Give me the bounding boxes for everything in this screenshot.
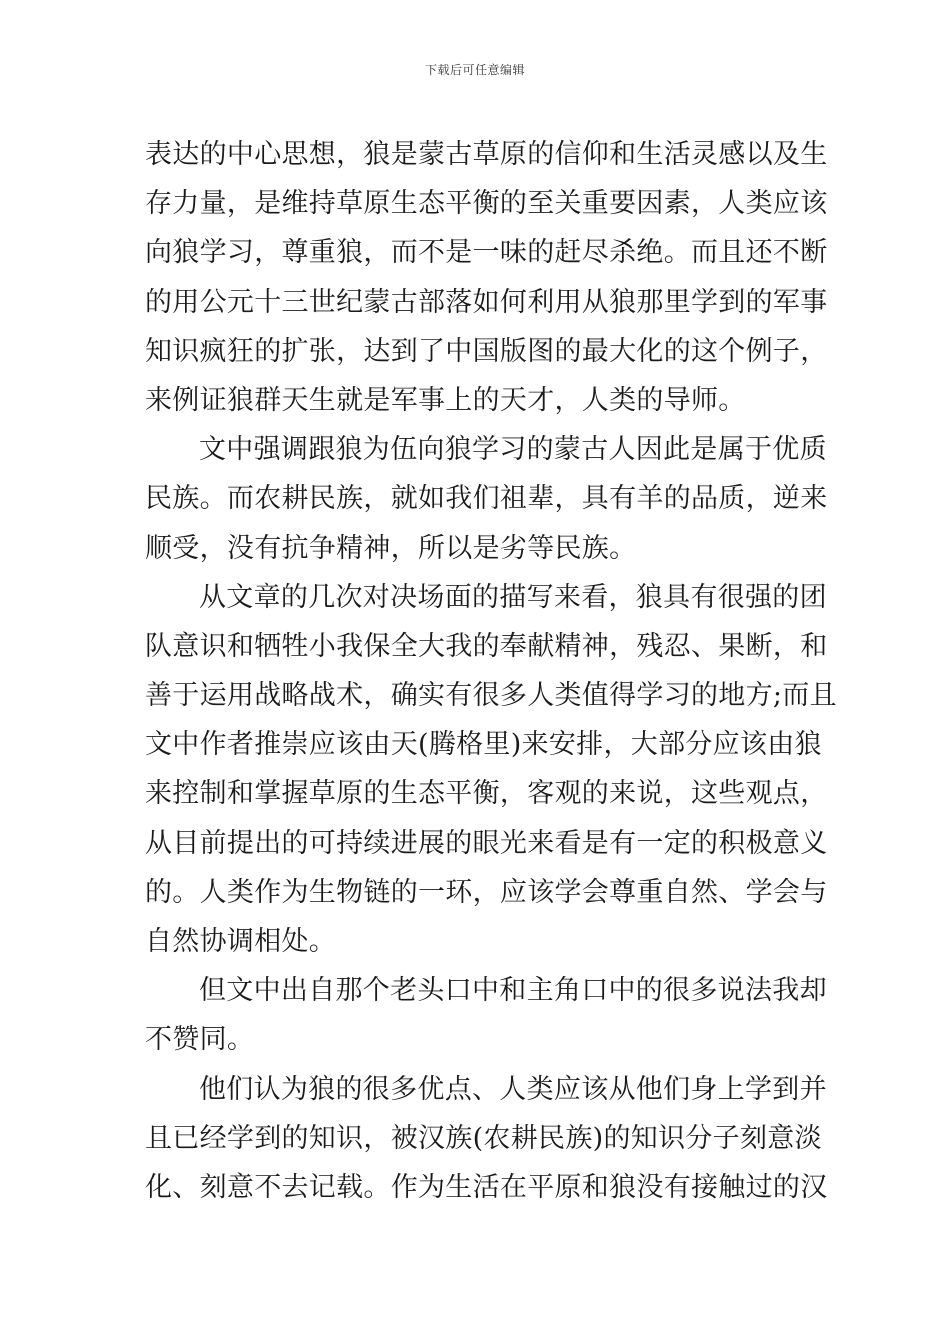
text-line: 向狼学习，尊重狼，而不是一味的赶尽杀绝。而且还不断: [145, 237, 828, 269]
text-line: 民族。而农耕民族，就如我们祖辈，具有羊的品质，逆来: [145, 483, 828, 515]
text-line: 的。人类作为生物链的一环，应该学会尊重自然、学会与: [145, 876, 828, 908]
text-line: 善于运用战略战术，确实有很多人类值得学习的地方;而且: [145, 680, 837, 712]
text-line: 且已经学到的知识，被汉族(农耕民族)的知识分子刻意淡: [145, 1122, 822, 1154]
text-line: 文中强调跟狼为伍向狼学习的蒙古人因此是属于优质: [199, 434, 827, 466]
text-line: 从目前提出的可持续进展的眼光来看是有一定的积极意义: [145, 827, 828, 859]
page-header-note: 下载后可任意编辑: [424, 63, 525, 77]
text-line: 来例证狼群天生就是军事上的天才，人类的导师。: [145, 384, 746, 416]
text-line: 自然协调相处。: [145, 926, 337, 957]
text-line: 知识疯狂的扩张，达到了中国版图的最大化的这个例子，: [145, 335, 828, 367]
text-line: 化、刻意不去记载。作为生活在平原和狼没有接触过的汉: [145, 1171, 828, 1203]
text-line: 不赞同。: [145, 1024, 255, 1056]
text-line: 他们认为狼的很多优点、人类应该从他们身上学到并: [199, 1073, 827, 1105]
body-text: [145, 130, 837, 1212]
text-line: 队意识和牺牲小我保全大我的奉献精神，残忍、果断，和: [145, 630, 828, 662]
text-line: 文中作者推崇应该由天(腾格里)来安排，大部分应该由狼: [145, 729, 822, 761]
text-line: 存力量，是维持草原生态平衡的至关重要因素，人类应该: [145, 188, 828, 220]
text-line: 表达的中心思想，狼是蒙古草原的信仰和生活灵感以及生: [145, 139, 828, 170]
text-line: 顺受，没有抗争精神，所以是劣等民族。: [145, 532, 637, 564]
text-line: 的用公元十三世纪蒙古部落如何利用从狼那里学到的军事: [145, 286, 828, 318]
text-line: 来控制和掌握草原的生态平衡，客观的来说，这些观点，: [145, 778, 828, 810]
text-line: 但文中出自那个老头口中和主角口中的很多说法我却: [199, 975, 827, 1007]
text-line: 从文章的几次对决场面的描写来看，狼具有很强的团: [199, 581, 827, 613]
